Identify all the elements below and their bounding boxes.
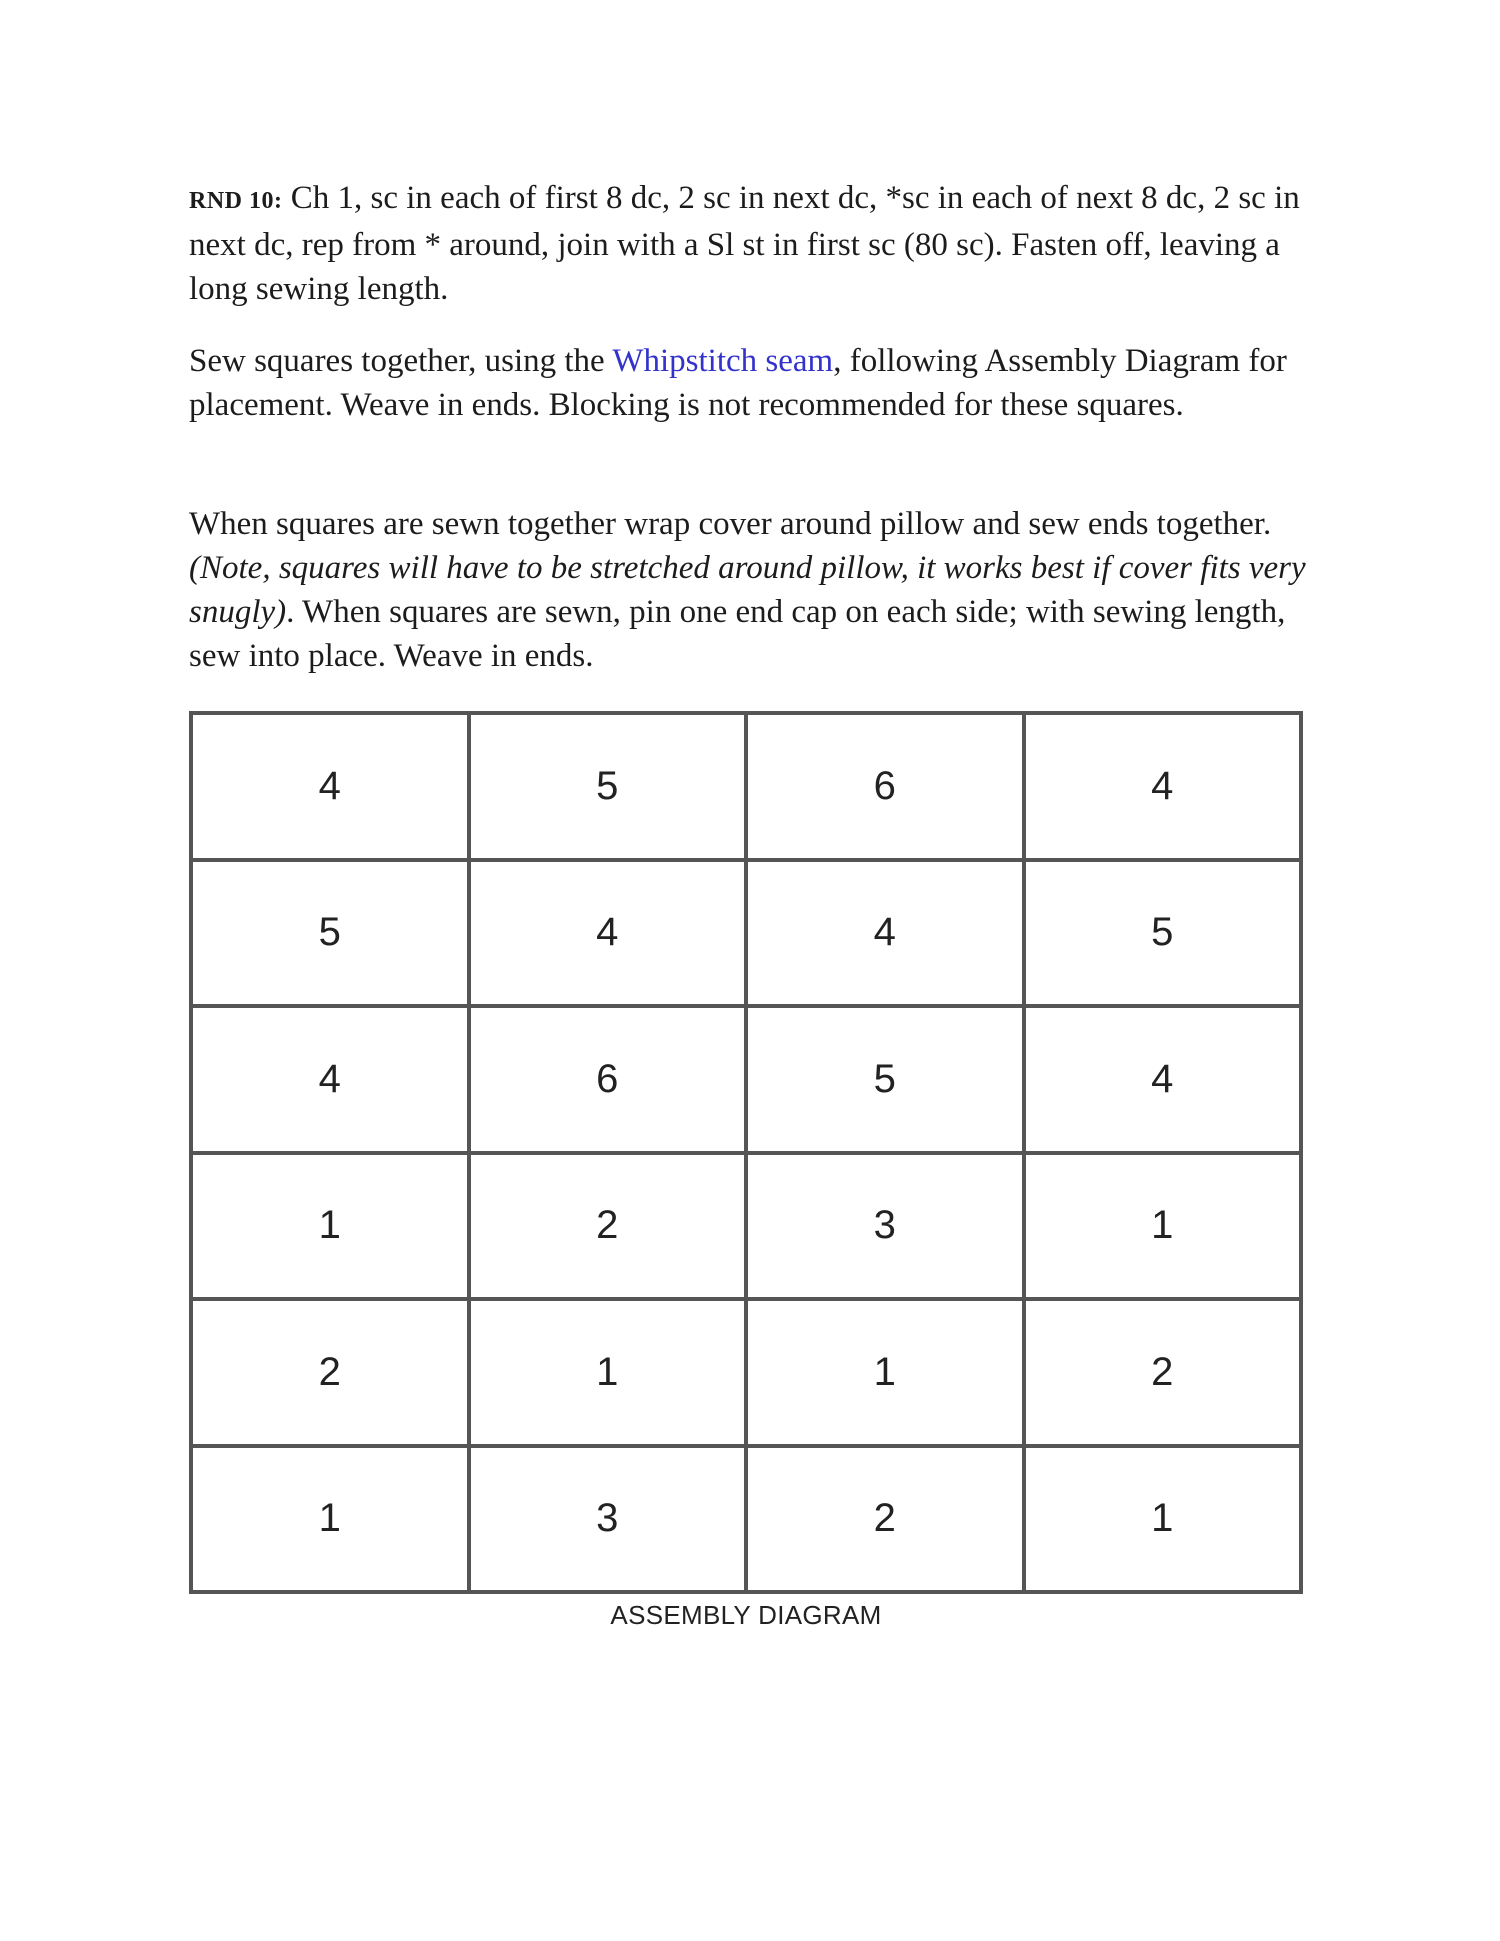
grid-cell: 5 bbox=[746, 1006, 1024, 1153]
wrap-note: (Note, squares will have to be stretched around pillow, it works best if cover fits very snugly) bbox=[189, 550, 1306, 630]
assembly-diagram-caption: ASSEMBLY DIAGRAM bbox=[610, 1600, 882, 1630]
grid-cell: 4 bbox=[746, 860, 1024, 1007]
round-label: RND 10: bbox=[189, 188, 283, 214]
grid-cell: 5 bbox=[1024, 860, 1302, 1007]
grid-row-3 bbox=[191, 1006, 1301, 1153]
grid-cell: 4 bbox=[1024, 1006, 1302, 1153]
grid-cell: 1 bbox=[1024, 1446, 1302, 1593]
grid-cell: 6 bbox=[746, 713, 1024, 860]
grid-cell: 2 bbox=[469, 1153, 747, 1300]
wrap-text-after-note: . When squares are sewn, pin one end cap on each side; with sewing length, sew into place. Weave in ends. bbox=[189, 594, 1286, 674]
assembly-diagram bbox=[189, 711, 1303, 1594]
grid-cell: 2 bbox=[191, 1299, 469, 1446]
round-10-instructions bbox=[189, 176, 1319, 311]
grid-row-5 bbox=[191, 1299, 1301, 1446]
grid-row-6 bbox=[191, 1446, 1301, 1593]
grid-cell: 1 bbox=[191, 1153, 469, 1300]
grid-cell: 2 bbox=[1024, 1299, 1302, 1446]
sew-text-before-link: Sew squares together, using the bbox=[189, 343, 613, 379]
assembly-grid bbox=[189, 711, 1303, 1594]
round-text: Ch 1, sc in each of first 8 dc, 2 sc in next dc, *sc in each of next 8 dc, 2 sc in next dc, rep from * around, join with a Sl st in first sc (80 sc). Fasten off, leaving a long sewing length. bbox=[189, 180, 1300, 307]
grid-cell: 1 bbox=[469, 1299, 747, 1446]
grid-cell: 1 bbox=[1024, 1153, 1302, 1300]
grid-cell: 6 bbox=[469, 1006, 747, 1153]
wrap-instructions bbox=[189, 502, 1319, 678]
grid-row-2 bbox=[191, 860, 1301, 1007]
grid-cell: 4 bbox=[191, 713, 469, 860]
grid-cell: 1 bbox=[191, 1446, 469, 1593]
sew-instructions bbox=[189, 339, 1319, 427]
grid-cell: 1 bbox=[746, 1299, 1024, 1446]
grid-cell: 4 bbox=[191, 1006, 469, 1153]
sew-text-after-link: , following Assembly Diagram for placement. Weave in ends. Blocking is not recommended for these squares. bbox=[189, 343, 1287, 423]
grid-row-4 bbox=[191, 1153, 1301, 1300]
grid-cell: 4 bbox=[469, 860, 747, 1007]
grid-cell: 3 bbox=[469, 1446, 747, 1593]
grid-cell: 4 bbox=[1024, 713, 1302, 860]
grid-cell: 3 bbox=[746, 1153, 1024, 1300]
grid-cell: 2 bbox=[746, 1446, 1024, 1593]
grid-cell: 5 bbox=[191, 860, 469, 1007]
grid-cell: 5 bbox=[469, 713, 747, 860]
wrap-text-before-note: When squares are sewn together wrap cover around pillow and sew ends together. bbox=[189, 506, 1272, 542]
whipstitch-seam-link[interactable]: Whipstitch seam bbox=[612, 343, 834, 379]
grid-row-1 bbox=[191, 713, 1301, 860]
